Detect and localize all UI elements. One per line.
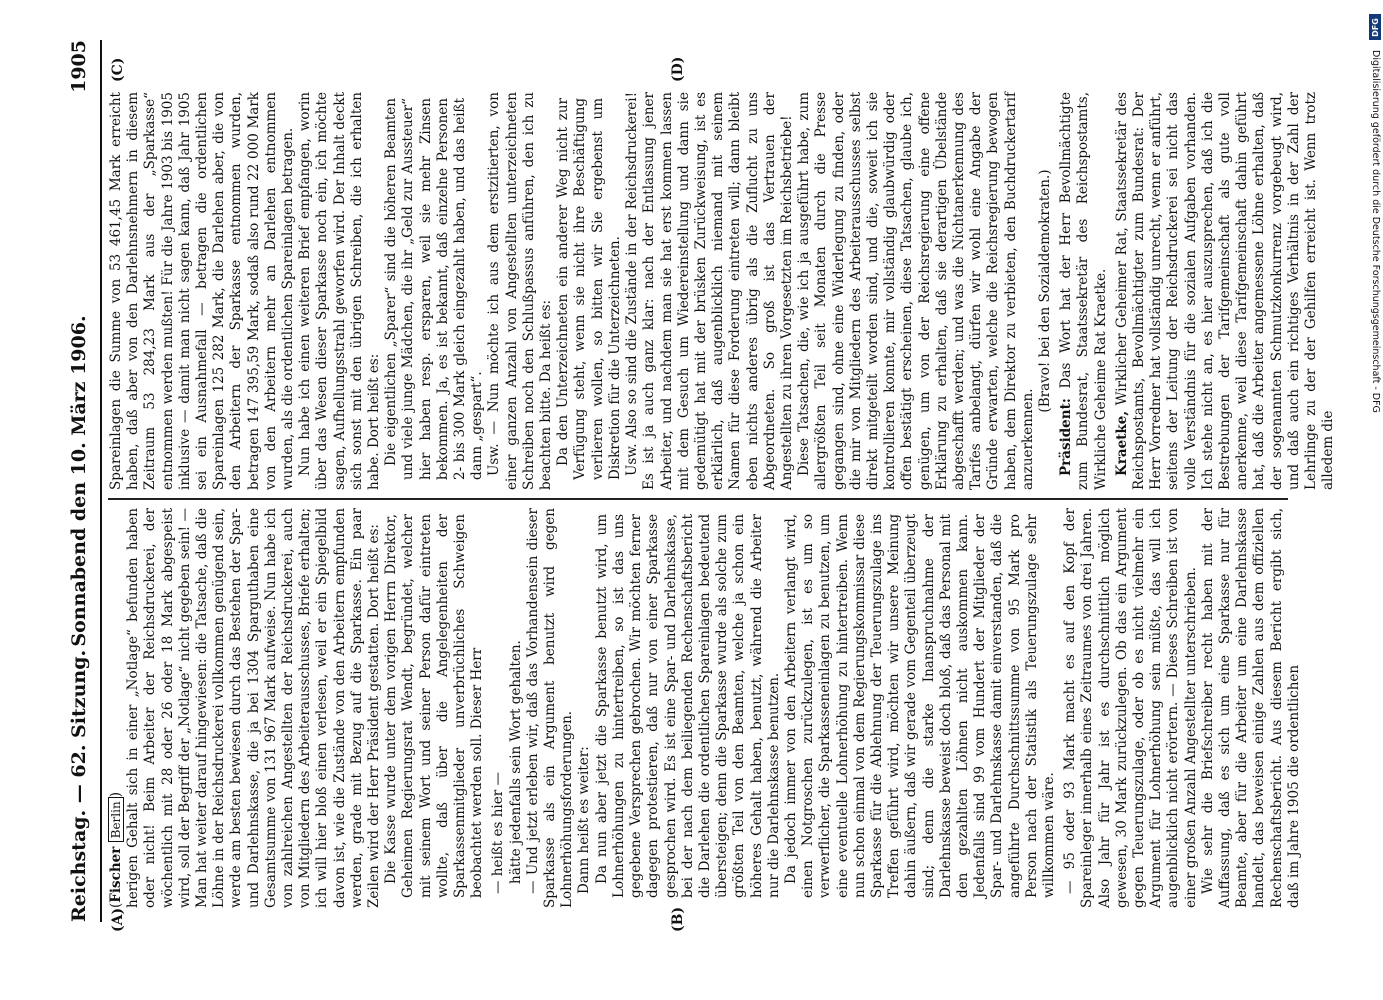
quotation: Da jedoch immer von den Arbeitern verlangt wird, einen Notgroschen zurückzulegen, ist es um so verwerflicher, die Sparkasseneinlagen zu benutzen, um eine eventuelle Lohnerhöhung zu hintertreiben. Wenn nun schon einmal von dem Regierungskommissar diese Sparkasse für die Ablehnung der Teuerungszulage ins Treffen geführt wird, möchten wir unsere Meinung dahin äußern, daß wir gerade vom Gegenteil überzeugt sind; denn die starke Inanspruchnahme der Darlehnskasse beweist doch bloß, daß das Personal mit den gezahlten Löhnen nicht auskommen kann. Jedenfalls sind 99 vom Hundert der Mitglieder der Spar- und Darlehnskasse damit einverstanden, daß die angeführte Durchschnittssumme von 95 Mark pro Person nach der Statistik als Teuerungszulage sehr willkommen wäre. <box>782 514 1057 898</box>
paragraph: Das Wort hat der Herr Bevollmächtigte zum Bundesrat, Staatssekretär des Reichspostamts, Wirkliche Geheime Rat Kraetke. <box>1058 92 1109 490</box>
page-number: 1905 <box>68 40 90 93</box>
paragraph: Nun habe ich einen weiteren Brief empfangen, worin über das Wesen dieser Sparkasse noch ein, ich möchte sagen, Aufhellungsstrahl geworfen wird. Der Inhalt deckt sich sonst mit den übrigen Schreiben, die ich erhalten habe. Dort heißt es: <box>297 92 383 490</box>
right-column <box>108 92 1337 490</box>
quotation: Die Kasse wurde unter dem vorigen Herrn Direktor, Geheimen Regierungsrat Wendt, begründet, welcher mit seinem Wort und seiner Person dafür eintreten wollte, daß über die Angelegenheiten der Sparkassenmitglieder unverbrüchliches Schweigen beobachtet werden soll. Dieser Herr <box>383 514 486 898</box>
quotation: hätte jedenfalls sein Wort gehalten. <box>507 640 524 884</box>
paragraph: — Und jetzt erleben wir, daß das Vorhandensein dieser Sparkasse als ein Argument benutzt wird gegen Lohnerhöhungsforderungen. <box>524 508 576 908</box>
paragraph: Spareinlagen die Summe von 53 461,45 Mark erreicht haben, daß aber von den Darlehnsnehmern in diesem Zeitraum 53 284,23 Mark aus der „Sparkasse“ entnommen werden mußten! Für die Jahre 1903 bis 1905 inklusive — damit man nicht sagen kann, daß Jahr 1905 sei ein Ausnahmefall — betragen die ordentlichen Spareinlagen 125 282 Mark, die Darlehen aber, die von den Arbeitern der Sparkasse entnommen wurden, betragen 147 395,59 Mark, sodaß also rund 22 000 Mark von den Arbeitern mehr an Darlehen entnommen wurden, als die ordentlichen Spareinlagen betragen. <box>108 92 297 490</box>
speaker-statement <box>1114 92 1338 490</box>
applause-note: (Bravo! bei den Sozialdemokraten.) <box>1036 169 1053 413</box>
quotation: Die eigentlichen „Sparer“ sind die höheren Beamten und viele junge Mädchen, die ihr „Geld zur Aussteuer“ hier haben resp. ersparen, weil sie mehr Zinsen bekommen. Ja, es ist bekannt, daß einzelne Personen 2- bis 300 Mark gleich eingezahlt haben, und das heißt dann „gespart“. <box>383 98 486 480</box>
dfg-logo: DFG <box>1369 14 1381 40</box>
credit-caption: Digitalisierung gefördert durch die Deutsche Forschungsgemeinschaft - DFG <box>1370 50 1381 413</box>
speaker-place: Berlin <box>108 797 124 842</box>
paragraph: herigen Gehalt sich in einer „Notlage“ befunden haben oder nicht! Beim Arbeiter der Reichsdruckerei, der wöchentlich mit 28 oder 26 oder 18 Mark abgespeist wird, soll der Begriff der „Notlage“ nicht gegeben sein! — Man hat weiter darauf hingewiesen: die Tatsache, daß die Löhne in der Reichsdruckerei vollkommen genügend sein, werde am besten bewiesen durch das Bestehen der Spar- und Darlehnskasse, die ja bei 1304 Sparguthaben eine Gesamtsumme von 131 967 Mark aufweise. Nun habe ich von zahlreichen Angestellten der Reichsdruckerei, auch von Mitgliedern des Arbeiterausschusses, Briefe erhalten; ich will hier bloß einen verlesen, weil er ein Spiegelbild davon ist, wie die Zustände von den Arbeitern empfunden werden, grade mit Bezug auf die Sparkasse. Ein paar Zeilen wird der Herr Präsident gestatten. Dort heißt es: <box>125 508 383 908</box>
paragraph: Wie sehr die Briefschreiber recht haben mit der Auffassung, daß es sich um eine Sparkasse nur für Beamte, aber für die Arbeiter um eine Darlehnskasse handelt, das beweisen einige Zahlen aus dem offiziellen Rechenschaftsbericht. Aus diesem Bericht ergibt sich, daß im Jahre 1905 die ordentlichen <box>1199 508 1302 908</box>
page-header <box>62 40 96 922</box>
president-statement <box>1058 92 1110 490</box>
margin-marker-a: (A) <box>110 907 126 932</box>
quotation: Da nun aber jetzt die Sparkasse benutzt wird, um Lohnerhöhungen zu hintertreiben, so ist das uns gegebene Versprechen gebrochen. Wir möchten ferner dagegen protestieren, daß nur von einer Sparkasse gesprochen wird. Es ist eine Spar- und Darlehnskasse, bei der nach dem beiliegenden Rechenschaftsbericht die Darlehen die ordentlichen Spareinlagen bedeutend übersteigen; denn die Sparkasse wurde als solche zum größten Teil von den Beamten, welche ja schon ein höheres Gehalt haben, benutzt, während die Arbeiter nur die Darlehnskasse benutzen. <box>593 514 782 898</box>
column-rule <box>108 499 1288 501</box>
margin-marker-d: (D) <box>670 56 686 82</box>
paragraph: — 95 oder 93 Mark macht es auf den Kopf der Spareinleger innerhalb eines Zeitraumes von drei Jahren. Also Jahr für Jahr ist es durchschnittlich möglich gewesen, 30 Mark zurückzulegen. Ob das ein Argument gegen Teuerungszulage, oder ob es nicht vielmehr ein Argument für Lohnerhöhung sein müßte, das will ich augenblicklich nicht erörtern. — Dieses Schreiben ist von einer großen Anzahl Angestellter unterschrieben. <box>1062 508 1199 908</box>
paragraph: Diese Tatsachen, die, wie ich ja ausgeführt habe, zum allergrößten Teil seit Monaten durch die Presse gegangen sind, ohne eine Widerlegung zu finden, oder die mir von Mitgliedern des Arbeiterausschusses selbst direkt mitgeteilt worden sind, und die, soweit ich sie kontrollieren konnte, mir vollständig glaubwürdig oder offen bestätigt erscheinen, diese Tatsachen, glaube ich, genügen, um von der Reichsregierung eine offene Erklärung zu erhalten, daß sie derartigen Übelstände abgeschafft werden; und was die Nichtanerkennung des Tarifes anbelangt, dürfen wir wohl eine Angabe der Gründe erwarten, welche die Reichsregierung bewogen haben, dem Direktor zu verbieten, den Buchdruckertarif anzuerkennen. <box>796 92 1036 490</box>
header-date: Sonnabend den 10. März 1906. <box>68 315 90 647</box>
paragraph: Wirklicher Geheimer Rat, Staatssekretär des Reichspostamts, Bevollmächtigter zum Bundesrat: Der Herr Vorredner hat vollständig unrecht, wenn er anführt, seitens der Leitung der Reichsdruckerei sei nicht das volle Verständnis für die sozialen Aufgaben vorhanden. Ich stehe nicht an, es hier auszusprechen, daß ich die Bestrebungen der Tarifgemeinschaft als gute voll anerkenne, weil diese Tarifgemeinschaft dahin geführt hat, daß die Arbeiter angemessene Löhne erhalten, daß der sogenannten Schmutzkonkurrenz vorgebeugt wird, und daß auch ein richtiges Verhältnis in der Zahl der Lehrlinge zu der der Gehilfen erreicht ist. Wenn trotz alledem die <box>1113 91 1337 490</box>
paragraph: — heißt es hier — <box>490 772 507 894</box>
paragraph: Dann heißt es weiter: <box>576 746 593 894</box>
header-rule <box>100 40 102 922</box>
speaker-line: (Fischer Berlin) <box>108 792 124 908</box>
paragraph: Usw. — Nun möchte ich aus dem erstzitierten, von einer ganzen Anzahl von Angestellten unterzeichneten Schreiben noch den Schlußpassus anführen, den ich zu beachten bitte. Da heißt es: <box>486 92 555 490</box>
margin-marker-b: (B) <box>670 906 686 932</box>
digitization-credit <box>1368 10 1382 990</box>
header-left: Reichstag. — 62. Sitzung. <box>68 649 90 922</box>
margin-marker-c: (C) <box>110 57 126 82</box>
paragraph: Usw. Also so sind die Zustände in der Reichsdruckerei! Es ist ja auch ganz klar: nach der Entlassung jener Arbeiter, und nachdem man sie hat erst kommen lassen mit dem Gesuch um Wiedereinstellung und dann sie gedemütigt hat mit der brüsken Zurückweisung, ist es erklärlich, daß augenblicklich niemand mit seinem Namen für diese Forderung eintreten will; dann bleibt eben nichts anderes übrig als die Zuflucht zu uns Abgeordneten. So groß ist das Vertrauen der Angestellten zu ihren Vorgesetzten im Reichsbetriebe! <box>624 92 795 490</box>
speaker-name: Kraetke, <box>1113 410 1130 476</box>
quotation: Da den Unterzeichneten ein anderer Weg nicht zur Verfügung steht, wenn sie nicht ihre Beschäftigung verlieren wollen, so bitten wir Sie ergebenst um Diskretion für die Unterzeichneten. <box>555 98 623 480</box>
speaker-name: Fischer <box>108 846 124 903</box>
president-label: Präsident: <box>1058 398 1075 476</box>
left-column <box>108 508 1303 908</box>
